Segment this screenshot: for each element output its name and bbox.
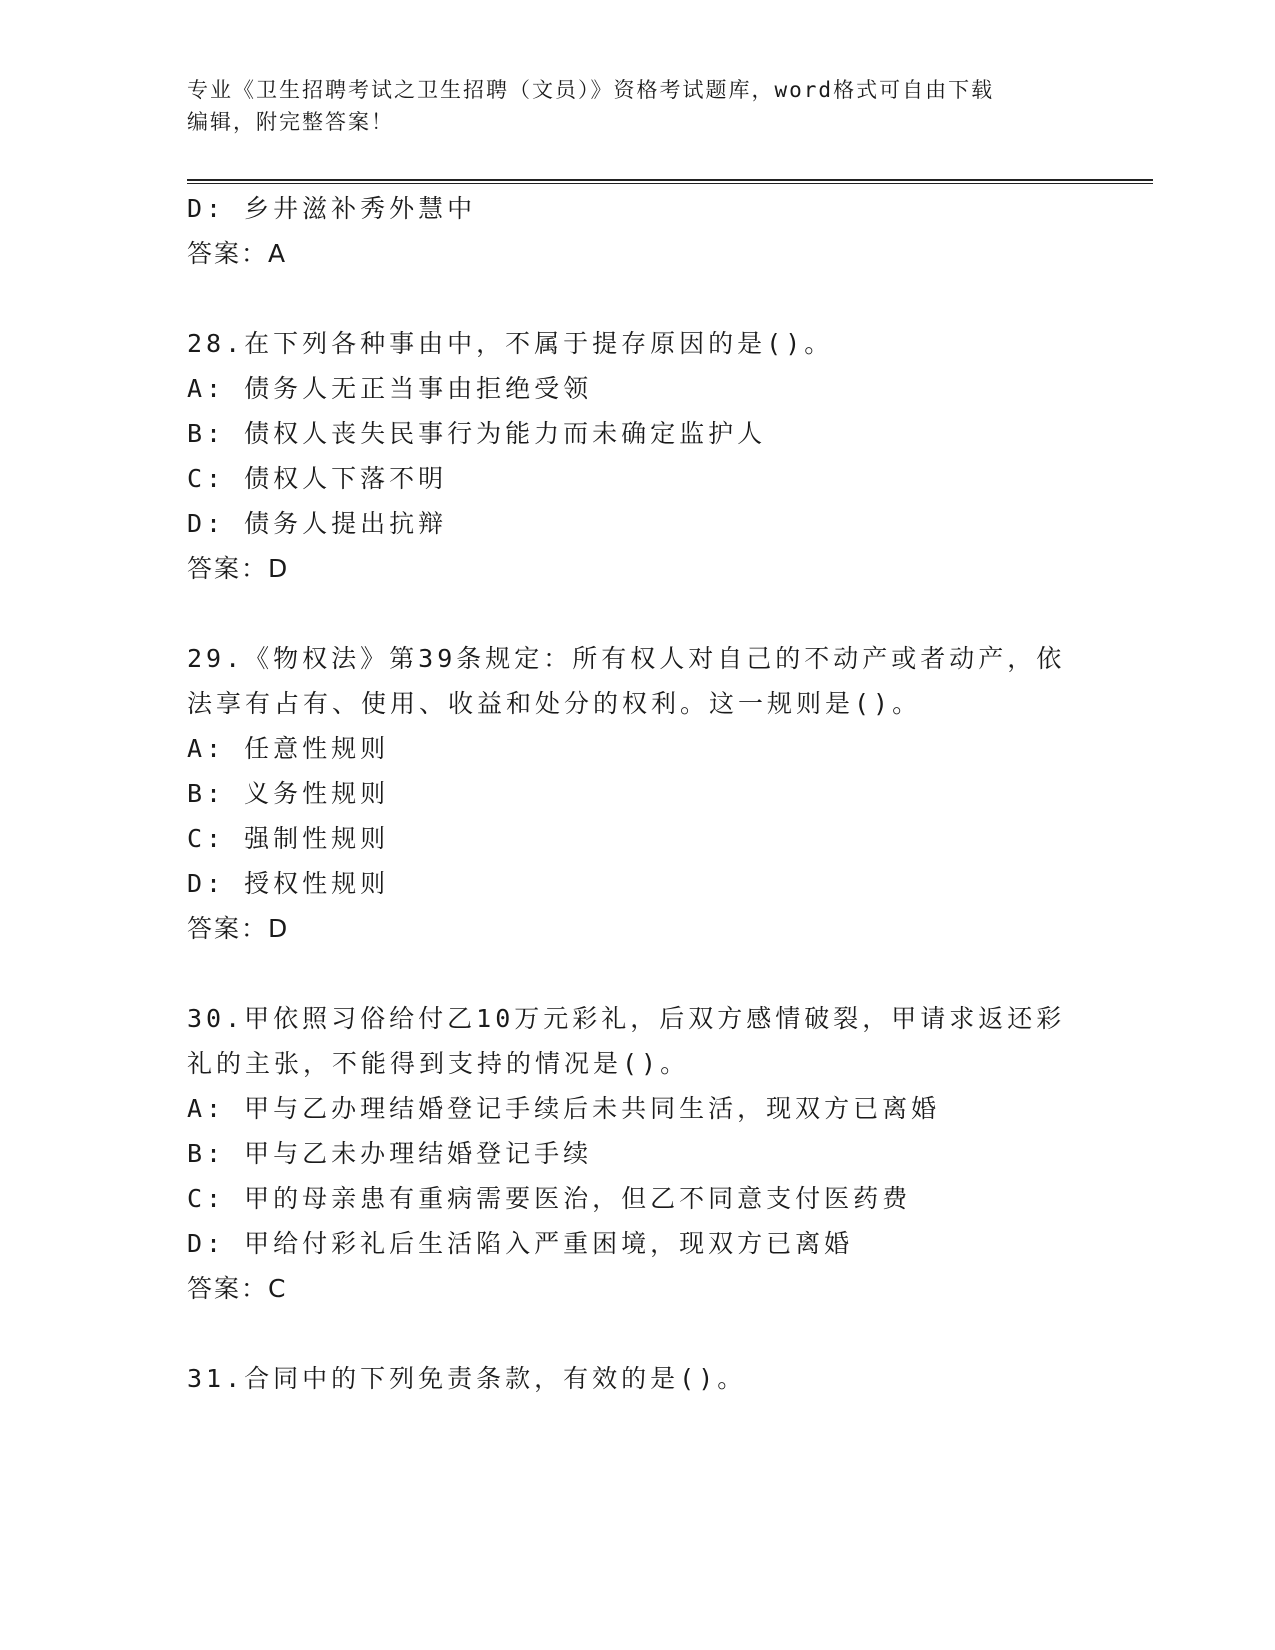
q29-option-c: C: 强制性规则 (187, 824, 390, 853)
header-line-2: 编辑，附完整答案！ (187, 110, 394, 134)
q29-stem-line-2: 法享有占有、使用、收益和处分的权利。这一规则是()。 (187, 689, 922, 718)
q30-option-b: B: 甲与乙未办理结婚登记手续 (187, 1139, 593, 1168)
q29-answer: 答案：D (187, 914, 290, 943)
header-rule-thick (187, 179, 1153, 181)
document-header (187, 74, 1087, 138)
q29-stem-line-1: 29.《物权法》第39条规定：所有权人对自己的不动产或者动产，依 (187, 644, 1066, 673)
q30-stem-line-2: 礼的主张，不能得到支持的情况是()。 (187, 1049, 690, 1078)
q28-option-b: B: 债权人丧失民事行为能力而未确定监护人 (187, 419, 767, 448)
q30-stem-line-1: 30.甲依照习俗给付乙10万元彩礼，后双方感情破裂，甲请求返还彩 (187, 1004, 1066, 1033)
prev-answer: 答案：A (187, 239, 288, 268)
header-line-1: 专业《卫生招聘考试之卫生招聘（文员）》资格考试题库，word格式可自由下载 (187, 78, 995, 102)
q30-answer: 答案：C (187, 1274, 288, 1303)
q28-answer: 答案：D (187, 554, 290, 583)
q29-option-a: A: 任意性规则 (187, 734, 390, 763)
q30-option-d: D: 甲给付彩礼后生活陷入严重困境，现双方已离婚 (187, 1229, 854, 1258)
q29-option-d: D: 授权性规则 (187, 869, 390, 898)
header-rule-thin (187, 183, 1153, 184)
q30-option-c: C: 甲的母亲患有重病需要医治，但乙不同意支付医药费 (187, 1184, 912, 1213)
q28-option-d: D: 债务人提出抗辩 (187, 509, 448, 538)
prev-option-d: D: 乡井滋补秀外慧中 (187, 194, 477, 223)
q31-stem: 31.合同中的下列免责条款，有效的是()。 (187, 1364, 747, 1393)
q29-option-b: B: 义务性规则 (187, 779, 390, 808)
q28-option-c: C: 债权人下落不明 (187, 464, 448, 493)
q28-option-a: A: 债务人无正当事由拒绝受领 (187, 374, 593, 403)
q30-option-a: A: 甲与乙办理结婚登记手续后未共同生活，现双方已离婚 (187, 1094, 941, 1123)
q28-stem: 28.在下列各种事由中，不属于提存原因的是()。 (187, 329, 834, 358)
